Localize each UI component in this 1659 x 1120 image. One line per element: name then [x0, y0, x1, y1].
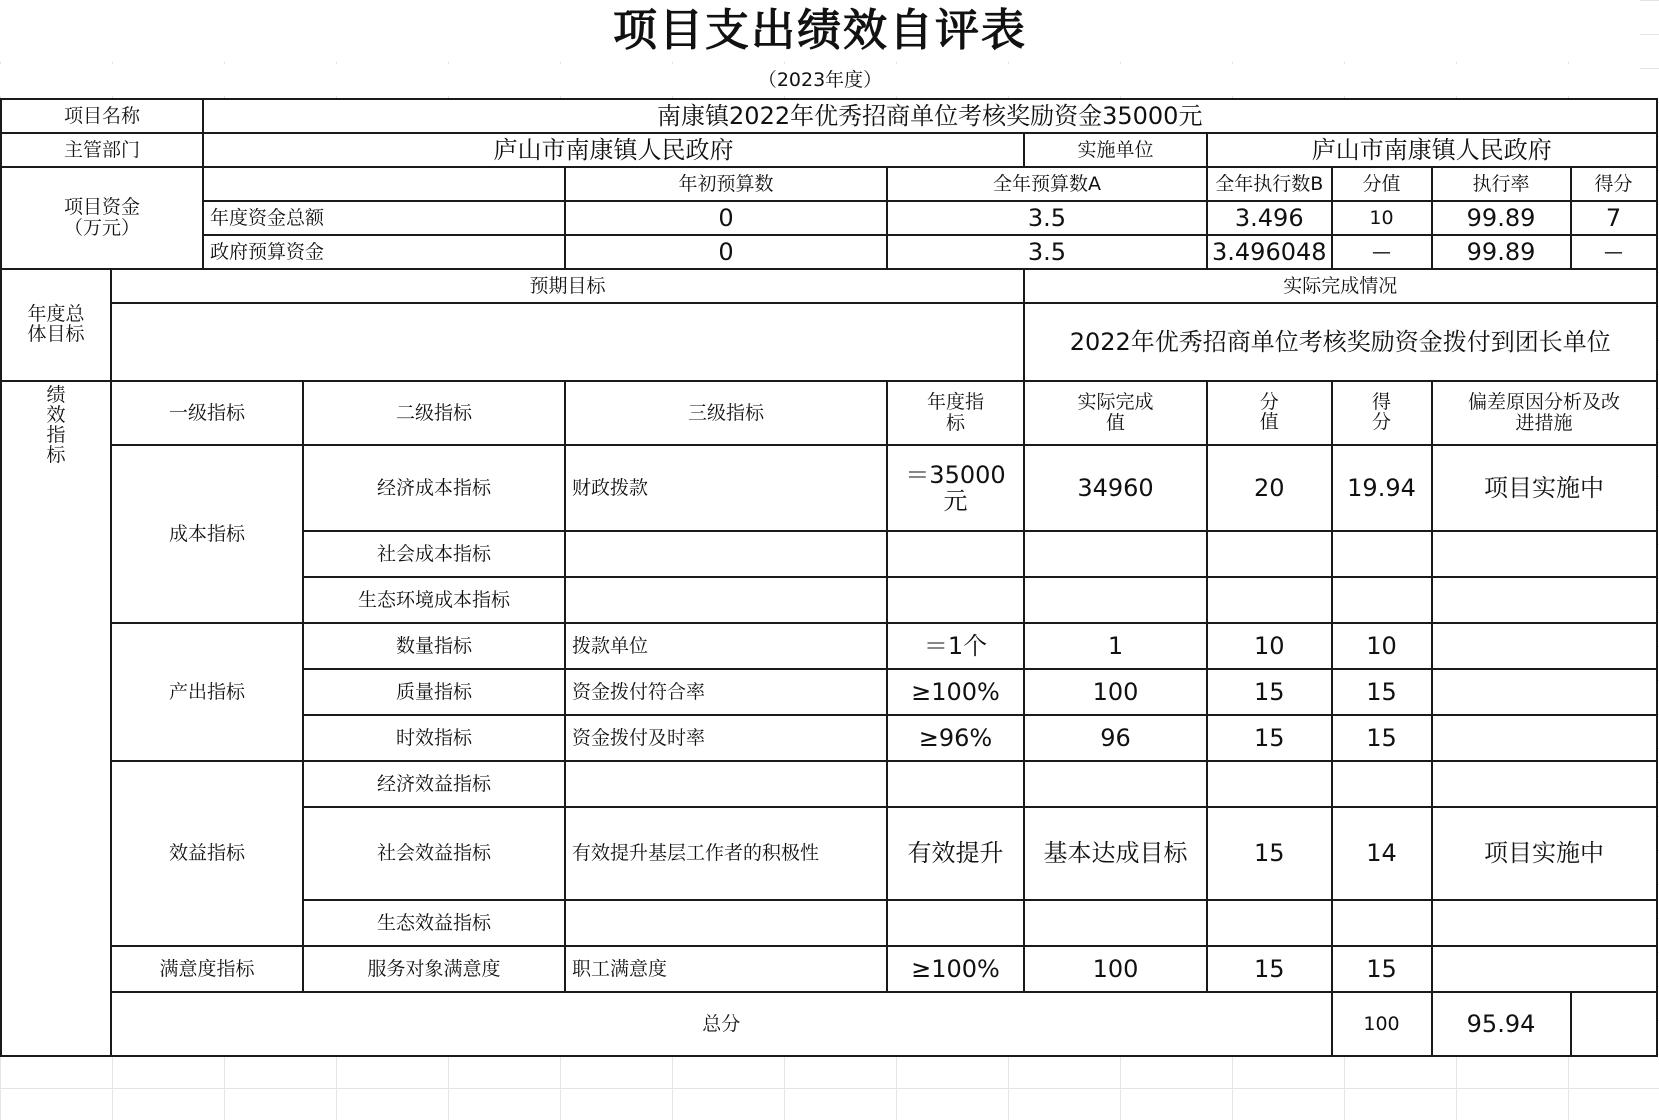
indicator-header: 偏差原因分析及改进措施 — [1432, 381, 1657, 445]
annual-target[interactable]: ≥100% — [887, 946, 1024, 992]
got-value[interactable]: 14 — [1332, 807, 1432, 900]
level1-indicator: 产出指标 — [111, 623, 303, 761]
actual-value[interactable]: 1 — [1024, 623, 1207, 669]
got-value[interactable]: 15 — [1332, 669, 1432, 715]
level3-indicator[interactable]: 资金拨付符合率 — [565, 669, 887, 715]
score-value[interactable]: 20 — [1207, 445, 1332, 531]
indicator-header: 得分 — [1332, 381, 1432, 445]
indicator-header: 二级指标 — [303, 381, 565, 445]
funds-header: 全年执行数B — [1207, 167, 1332, 201]
funds-cell[interactable]: 99.89 — [1432, 235, 1571, 269]
indicator-header: 实际完成值 — [1024, 381, 1207, 445]
got-value[interactable] — [1332, 761, 1432, 807]
level3-indicator[interactable]: 有效提升基层工作者的积极性 — [565, 807, 887, 900]
level2-indicator: 社会成本指标 — [303, 531, 565, 577]
level2-indicator: 质量指标 — [303, 669, 565, 715]
deviation-note[interactable] — [1432, 900, 1657, 946]
funds-header: 得分 — [1571, 167, 1657, 201]
actual-value[interactable]: 100 — [1024, 669, 1207, 715]
project-name-label: 项目名称 — [1, 99, 203, 133]
deviation-note[interactable] — [1432, 761, 1657, 807]
funds-cell[interactable]: 0 — [565, 235, 887, 269]
indicator-header: 一级指标 — [111, 381, 303, 445]
score-value[interactable]: 15 — [1207, 946, 1332, 992]
total-label: 总分 — [111, 992, 1332, 1056]
level2-indicator: 生态效益指标 — [303, 900, 565, 946]
table-row — [1, 623, 1657, 669]
got-value[interactable] — [1332, 577, 1432, 623]
actual-value[interactable] — [1024, 900, 1207, 946]
funds-cell[interactable]: 99.89 — [1432, 201, 1571, 235]
indicators-label: 绩效指标 — [1, 381, 111, 1056]
funds-header: 分值 — [1332, 167, 1432, 201]
actual-value[interactable]: 96 — [1024, 715, 1207, 761]
total-got[interactable]: 95.94 — [1432, 992, 1571, 1056]
actual-completion-value[interactable]: 2022年优秀招商单位考核奖励资金拨付到团长单位 — [1024, 303, 1657, 381]
annual-target[interactable] — [887, 577, 1024, 623]
table-row — [1, 761, 1657, 807]
level2-indicator: 数量指标 — [303, 623, 565, 669]
level3-indicator[interactable]: 拨款单位 — [565, 623, 887, 669]
table-row — [1, 445, 1657, 531]
deviation-note[interactable] — [1432, 577, 1657, 623]
actual-value[interactable] — [1024, 577, 1207, 623]
level2-indicator: 服务对象满意度 — [303, 946, 565, 992]
total-score[interactable]: 100 — [1332, 992, 1432, 1056]
level3-indicator[interactable]: 职工满意度 — [565, 946, 887, 992]
got-value[interactable]: 15 — [1332, 715, 1432, 761]
level1-indicator: 满意度指标 — [111, 946, 303, 992]
indicator-header: 分值 — [1207, 381, 1332, 445]
level3-indicator[interactable]: 资金拨付及时率 — [565, 715, 887, 761]
actual-value[interactable]: 34960 — [1024, 445, 1207, 531]
expected-goal-header: 预期目标 — [111, 269, 1024, 303]
funds-cell[interactable]: 7 — [1571, 201, 1657, 235]
impl-unit-value[interactable]: 庐山市南康镇人民政府 — [1207, 133, 1657, 167]
funds-label: 项目资金 （万元） — [1, 167, 203, 269]
funds-row-label: 政府预算资金 — [203, 235, 565, 269]
project-name-value[interactable]: 南康镇2022年优秀招商单位考核奖励资金35000元 — [203, 99, 1657, 133]
actual-value[interactable]: 基本达成目标 — [1024, 807, 1207, 900]
level3-indicator[interactable] — [565, 900, 887, 946]
funds-header: 年初预算数 — [565, 167, 887, 201]
funds-cell[interactable]: 3.496048 — [1207, 235, 1332, 269]
total-note[interactable] — [1571, 992, 1657, 1056]
score-value[interactable]: 15 — [1207, 669, 1332, 715]
got-value[interactable] — [1332, 531, 1432, 577]
deviation-note[interactable]: 项目实施中 — [1432, 445, 1657, 531]
annual-target[interactable]: 有效提升 — [887, 807, 1024, 900]
goals-row — [1, 303, 1657, 381]
deviation-note[interactable] — [1432, 715, 1657, 761]
dept-label: 主管部门 — [1, 133, 203, 167]
level1-indicator: 效益指标 — [111, 761, 303, 946]
project-name-row — [1, 99, 1657, 133]
got-value[interactable]: 10 — [1332, 623, 1432, 669]
annual-goal-label: 年度总体目标 — [1, 269, 111, 381]
annual-target[interactable] — [887, 531, 1024, 577]
level3-indicator[interactable] — [565, 761, 887, 807]
funds-header: 全年预算数A — [887, 167, 1207, 201]
got-value[interactable]: 15 — [1332, 946, 1432, 992]
annual-target[interactable]: ≥100% — [887, 669, 1024, 715]
annual-target[interactable] — [887, 900, 1024, 946]
level2-indicator: 生态环境成本指标 — [303, 577, 565, 623]
deviation-note[interactable] — [1432, 623, 1657, 669]
level2-indicator: 经济成本指标 — [303, 445, 565, 531]
level3-indicator[interactable] — [565, 577, 887, 623]
funds-gov-row — [1, 235, 1657, 269]
self-evaluation-table — [0, 98, 1658, 1057]
level3-indicator[interactable]: 财政拨款 — [565, 445, 887, 531]
expected-goal-value[interactable] — [111, 303, 1024, 381]
level3-indicator[interactable] — [565, 531, 887, 577]
score-value[interactable] — [1207, 577, 1332, 623]
impl-unit-label: 实施单位 — [1024, 133, 1207, 167]
funds-header-row — [1, 167, 1657, 201]
goals-header-row — [1, 269, 1657, 303]
funds-row-label: 年度资金总额 — [203, 201, 565, 235]
table-row — [1, 946, 1657, 992]
annual-target[interactable]: ≥96% — [887, 715, 1024, 761]
actual-value[interactable] — [1024, 531, 1207, 577]
deviation-note[interactable]: 项目实施中 — [1432, 807, 1657, 900]
annual-target[interactable] — [887, 761, 1024, 807]
annual-target[interactable]: ＝35000元 — [887, 445, 1024, 531]
dept-value[interactable]: 庐山市南康镇人民政府 — [203, 133, 1024, 167]
funds-cell[interactable]: — — [1332, 235, 1432, 269]
score-value[interactable]: 10 — [1207, 623, 1332, 669]
score-value[interactable] — [1207, 531, 1332, 577]
deviation-note[interactable] — [1432, 669, 1657, 715]
level2-indicator: 时效指标 — [303, 715, 565, 761]
deviation-note[interactable] — [1432, 531, 1657, 577]
total-row — [1, 992, 1657, 1056]
dept-row — [1, 133, 1657, 167]
annual-target[interactable]: ＝1个 — [887, 623, 1024, 669]
level2-indicator: 社会效益指标 — [303, 807, 565, 900]
funds-cell[interactable]: 10 — [1332, 201, 1432, 235]
score-value[interactable]: 15 — [1207, 807, 1332, 900]
indicator-header: 三级指标 — [565, 381, 887, 445]
funds-cell[interactable]: 3.5 — [887, 235, 1207, 269]
level2-indicator: 经济效益指标 — [303, 761, 565, 807]
funds-cell[interactable]: — — [1571, 235, 1657, 269]
score-value[interactable] — [1207, 761, 1332, 807]
funds-cell[interactable]: 3.496 — [1207, 201, 1332, 235]
funds-cell[interactable]: 3.5 — [887, 201, 1207, 235]
level1-indicator: 成本指标 — [111, 445, 303, 623]
actual-value[interactable]: 100 — [1024, 946, 1207, 992]
report-year: （2023年度） — [0, 64, 1640, 96]
funds-header: 执行率 — [1432, 167, 1571, 201]
got-value[interactable]: 19.94 — [1332, 445, 1432, 531]
indicator-header: 年度指标 — [887, 381, 1024, 445]
deviation-note[interactable] — [1432, 946, 1657, 992]
indicator-header-row — [1, 381, 1657, 445]
funds-cell[interactable]: 0 — [565, 201, 887, 235]
funds-total-row — [1, 201, 1657, 235]
score-value[interactable]: 15 — [1207, 715, 1332, 761]
actual-completion-header: 实际完成情况 — [1024, 269, 1657, 303]
page-title: 项目支出绩效自评表 — [0, 0, 1640, 62]
actual-value[interactable] — [1024, 761, 1207, 807]
got-value[interactable] — [1332, 900, 1432, 946]
score-value[interactable] — [1207, 900, 1332, 946]
